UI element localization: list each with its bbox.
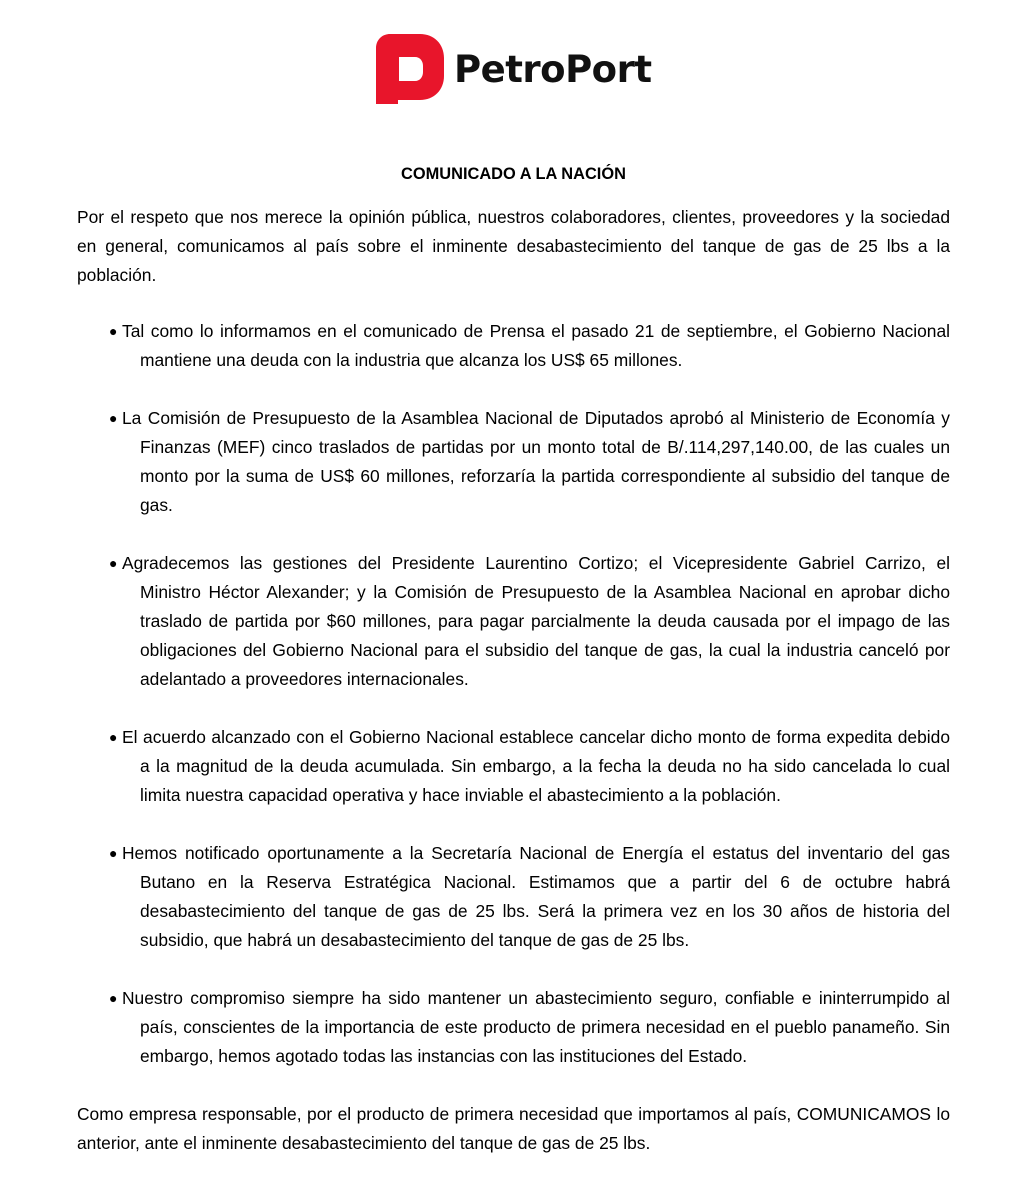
bullet-text: La Comisión de Presupuesto de la Asamblea Nacional de Diputados aprobó al Ministerio de Economía y Finanzas (MEF) cinco traslados de partidas por un monto total de B/.114,297,140.00, de las cuales un monto por la suma de US$ 60 millones, reforzaría la partida correspondiente al subsidio del tanque de gas. [122, 408, 950, 515]
list-item [77, 404, 950, 520]
bullet-text: Tal como lo informamos en el comunicado de Prensa el pasado 21 de septiembre, el Gobierno Nacional mantiene una deuda con la industria que alcanza los US$ 65 millones. [122, 321, 950, 370]
brand-logo [376, 34, 652, 104]
bullet-icon: ● [109, 729, 118, 745]
bullet-text: Hemos notificado oportunamente a la Secretaría Nacional de Energía el estatus del inventario del gas Butano en la Reserva Estratégica Nacional. Estimamos que a partir del 6 de octubre habrá desabastecimiento del tanque de gas de 25 lbs. Será la primera vez en los 30 años de historia del subsidio, que habrá un desabastecimiento del tanque de gas de 25 lbs. [122, 843, 950, 950]
list-item [77, 723, 950, 810]
list-item [77, 839, 950, 955]
bullet-text: Nuestro compromiso siempre ha sido mantener un abastecimiento seguro, confiable e ininterrumpido al país, conscientes de la importancia de este producto de primera necesidad en el pueblo panameño. Sin embargo, hemos agotado todas las instancias con las instituciones del Estado. [122, 988, 950, 1066]
intro-paragraph: Por el respeto que nos merece la opinión pública, nuestros colaboradores, clientes, proveedores y la sociedad en general, comunicamos al país sobre el inminente desabastecimiento del tanque de gas de 25 lbs a la población. [77, 207, 950, 285]
list-item [77, 984, 950, 1071]
bullet-list [77, 317, 950, 1071]
bullet-icon: ● [109, 845, 118, 861]
closing-paragraph: Como empresa responsable, por el producto de primera necesidad que importamos al país, COMUNICAMOS lo anterior, ante el inminente desabastecimiento del tanque de gas de 25 lbs. [77, 1104, 950, 1153]
brand-name: PetroPort [454, 47, 652, 91]
bullet-icon: ● [109, 410, 118, 426]
bullet-icon: ● [109, 990, 118, 1006]
bullet-text: El acuerdo alcanzado con el Gobierno Nacional establece cancelar dicho monto de forma expedita debido a la magnitud de la deuda acumulada. Sin embargo, a la fecha la deuda no ha sido cancelada lo cual limita nuestra capacidad operativa y hace inviable el abastecimiento a la población. [122, 727, 950, 805]
list-item [77, 317, 950, 375]
communique-body [77, 160, 950, 1158]
bullet-icon: ● [109, 555, 118, 571]
bullet-icon: ● [109, 323, 118, 339]
bullet-text: Agradecemos las gestiones del Presidente Laurentino Cortizo; el Vicepresidente Gabriel Carrizo, el Ministro Héctor Alexander; y la Comisión de Presupuesto de la Asamblea Nacional en aprobar dicho traslado de partida por $60 millones, para pagar parcialmente la deuda causada por el impago de las obligaciones del Gobierno Nacional para el subsidio del tanque de gas, la cual la industria canceló por adelantado a proveedores internacionales. [122, 553, 950, 689]
petroport-logo-icon [376, 34, 444, 104]
document-title: COMUNICADO A LA NACIÓN [401, 165, 626, 183]
list-item [77, 549, 950, 694]
